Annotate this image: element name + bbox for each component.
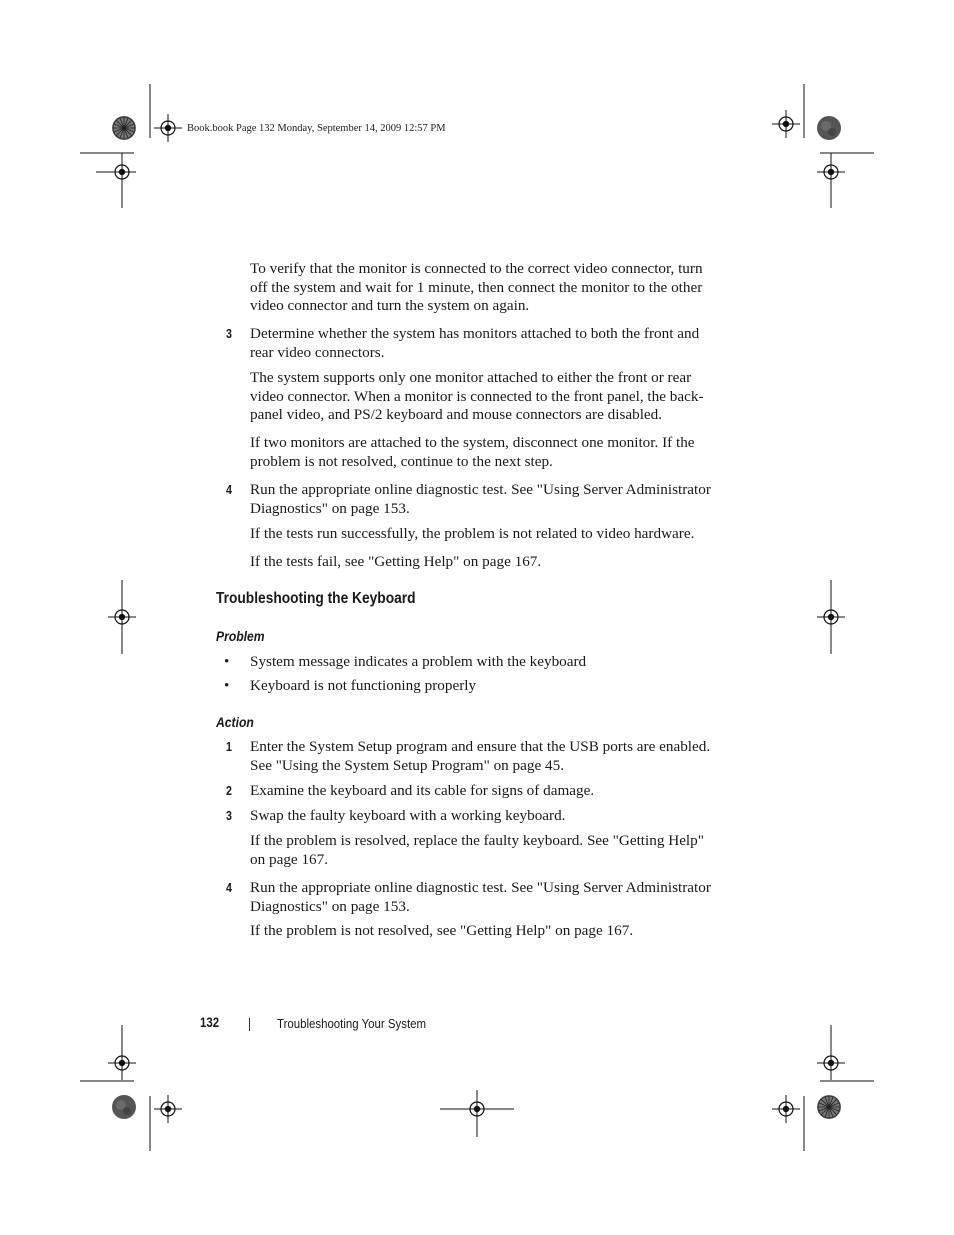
print-header-stamp: Book.book Page 132 Monday, September 14, 2009 12:57 PM	[187, 123, 446, 134]
bullet-glyph: •	[224, 678, 230, 694]
step-number: 3	[226, 326, 232, 341]
registration-dot-top-right	[817, 116, 841, 140]
intro-paragraph: To verify that the monitor is connected to the correct video connector, turn off the system and wait for 1 minute, then connect the monitor to the other video connector and turn the system on again.	[250, 260, 703, 315]
step-text: Run the appropriate online diagnostic test. See "Using Server Administrator Diagnostics" on page 153.	[250, 481, 711, 517]
list-item: System message indicates a problem with the keyboard	[250, 653, 587, 670]
registration-mark-bottom-left	[154, 1095, 182, 1123]
registration-mark-top-right	[772, 110, 800, 138]
step-text: Swap the faulty keyboard with a working keyboard.	[250, 807, 566, 824]
step-number: 1	[226, 739, 232, 754]
registration-star-bottom-right	[817, 1095, 841, 1119]
step-paragraph: If the tests run successfully, the problem is not related to video hardware.	[250, 525, 695, 542]
step-text: Determine whether the system has monitors attached to both the front and rear video connectors.	[250, 325, 700, 361]
problem-heading: Problem	[216, 629, 265, 644]
step-paragraph: The system supports only one monitor attached to either the front or rear video connector. When a monitor is connected to the front panel, the back-panel video, and PS/2 keyboard and mouse connectors are disabled.	[250, 369, 704, 424]
registration-mark-bottom-right	[772, 1095, 800, 1123]
bullet-glyph: •	[224, 654, 230, 670]
footer-chapter-title: Troubleshooting Your System	[277, 1016, 427, 1031]
step-number: 4	[226, 482, 232, 497]
step-number: 2	[226, 783, 232, 798]
step-paragraph: If the problem is resolved, replace the faulty keyboard. See "Getting Help" on page 167.	[250, 832, 704, 868]
action-heading: Action	[216, 715, 254, 730]
step-text: Run the appropriate online diagnostic test. See "Using Server Administrator Diagnostics" on page 153.	[250, 879, 711, 915]
step-text: Examine the keyboard and its cable for signs of damage.	[250, 782, 595, 799]
step-text: Enter the System Setup program and ensure that the USB ports are enabled. See "Using the System Setup Program" on page 45.	[250, 738, 711, 774]
step-paragraph: If two monitors are attached to the system, disconnect one monitor. If the problem is not resolved, continue to the next step.	[250, 434, 695, 470]
step-number: 4	[226, 880, 232, 895]
step-number: 3	[226, 808, 232, 823]
registration-dot-bottom-left	[112, 1095, 136, 1119]
footer-divider	[249, 1018, 250, 1031]
registration-mark-top-left	[154, 114, 182, 142]
list-item: Keyboard is not functioning properly	[250, 677, 477, 694]
step-paragraph: If the tests fail, see "Getting Help" on page 167.	[250, 553, 542, 570]
page-number: 132	[200, 1015, 220, 1030]
step-paragraph: If the problem is not resolved, see "Getting Help" on page 167.	[250, 922, 634, 939]
registration-star-top-left	[112, 116, 136, 140]
section-heading: Troubleshooting the Keyboard	[216, 590, 416, 607]
